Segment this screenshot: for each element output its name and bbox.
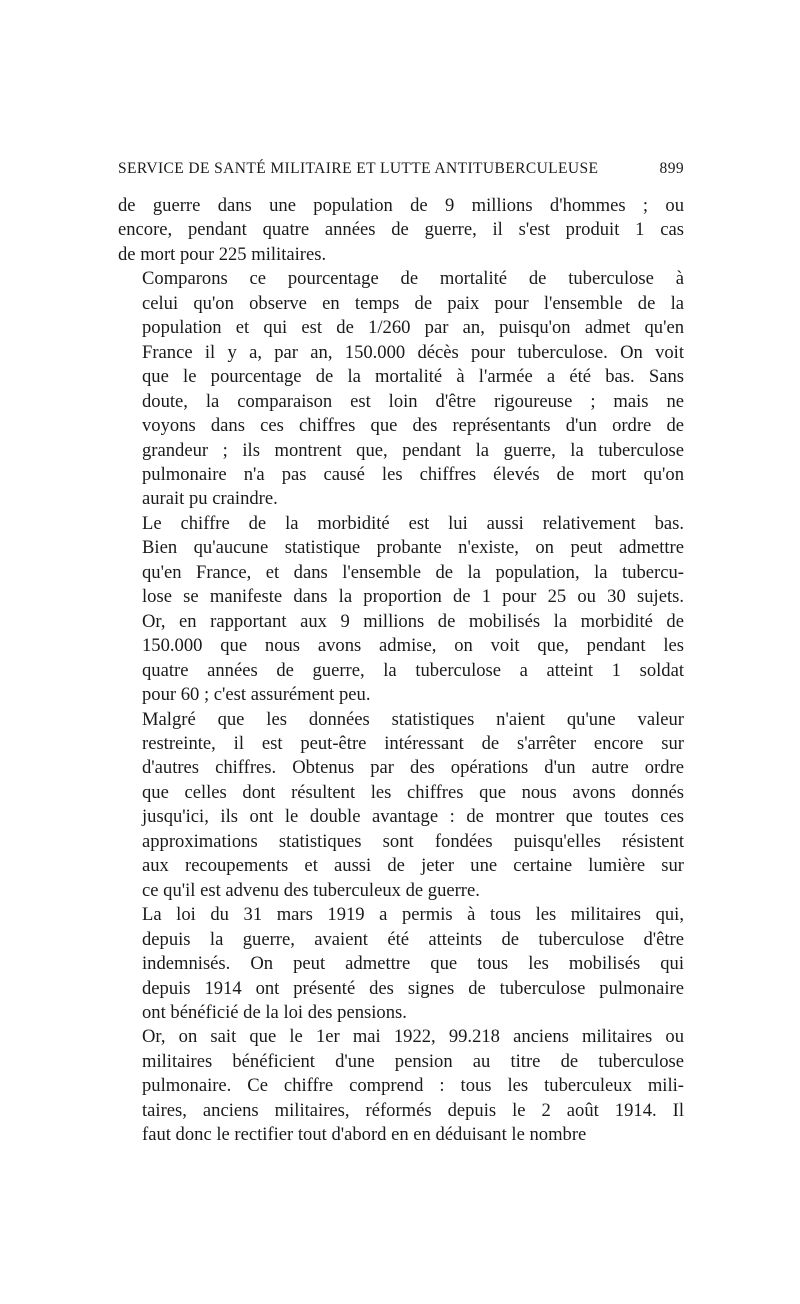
text-line: de mort pour 225 militaires. <box>118 243 327 265</box>
text-line: faut donc le rectifier tout d'abord en en déduisant le nombre <box>142 1124 587 1146</box>
text-line: indemnisés. On peut admettre que tous les mobilisés qui <box>142 953 684 975</box>
paragraph-statistics <box>118 708 684 904</box>
text-line: depuis 1914 ont présenté des signes de tuberculose pulmonaire <box>142 977 684 999</box>
text-line: doute, la comparaison est loin d'être rigoureuse ; mais ne <box>142 390 684 412</box>
text-line: pulmonaire n'a pas causé les chiffres élevés de mort qu'on <box>142 463 684 485</box>
text-line: aurait pu craindre. <box>142 488 278 510</box>
text-line: ce qu'il est advenu des tuberculeux de guerre. <box>142 879 480 901</box>
body-text <box>118 194 684 1148</box>
text-line: celui qu'on observe en temps de paix pour l'ensemble de la <box>142 292 684 314</box>
text-line: pulmonaire. Ce chiffre comprend : tous les tuberculeux mili- <box>142 1075 684 1097</box>
text-line: France il y a, par an, 150.000 décès pour tuberculose. On voit <box>142 341 684 363</box>
text-line: jusqu'ici, ils ont le double avantage : de montrer que toutes ces <box>142 806 684 828</box>
text-line: de guerre dans une population de 9 millions d'hommes ; ou <box>118 195 684 216</box>
text-line: Malgré que les données statistiques n'aient qu'une valeur <box>142 708 684 730</box>
text-line: 150.000 que nous avons admise, on voit que, pendant les <box>142 635 684 657</box>
text-line: encore, pendant quatre années de guerre, il s'est produit 1 cas <box>118 219 684 241</box>
text-line: population et qui est de 1/260 par an, puisqu'on admet qu'en <box>142 317 684 339</box>
text-line: Or, en rapportant aux 9 millions de mobilisés la morbidité de <box>142 610 684 632</box>
text-line: voyons dans ces chiffres que des représentants d'un ordre de <box>142 415 684 437</box>
text-line: que le pourcentage de la mortalité à l'armée a été bas. Sans <box>142 366 684 388</box>
text-line: depuis la guerre, avaient été atteints de tuberculose d'être <box>142 928 684 950</box>
text-line: que celles dont résultent les chiffres que nous avons donnés <box>142 781 684 803</box>
page-number: 899 <box>659 160 684 177</box>
text-line: restreinte, il est peut-être intéressant de s'arrêter encore sur <box>142 732 684 754</box>
text-line: grandeur ; ils montrent que, pendant la guerre, la tuberculose <box>142 439 684 461</box>
running-head <box>118 160 684 178</box>
text-line: taires, anciens militaires, réformés depuis le 2 août 1914. Il <box>142 1099 684 1121</box>
text-line: quatre années de guerre, la tuberculose a atteint 1 soldat <box>142 659 684 681</box>
paragraph-morbidity <box>118 512 684 708</box>
text-line: Comparons ce pourcentage de mortalité de tuberculose à <box>142 268 684 290</box>
text-line: La loi du 31 mars 1919 a permis à tous les militaires qui, <box>142 904 684 926</box>
book-page <box>118 160 684 1148</box>
running-head-title: SERVICE DE SANTÉ MILITAIRE ET LUTTE ANTITUBERCULEUSE <box>118 160 599 177</box>
paragraph-pensions-1922 <box>118 1025 684 1147</box>
text-line: aux recoupements et aussi de jeter une certaine lumière sur <box>142 855 684 877</box>
text-line: Bien qu'aucune statistique probante n'existe, on peut admettre <box>142 537 684 559</box>
text-line: Le chiffre de la morbidité est lui aussi relativement bas. <box>142 512 684 534</box>
text-line: qu'en France, et dans l'ensemble de la population, la tubercu- <box>142 561 684 583</box>
paragraph-continued <box>118 194 684 267</box>
paragraph-mortality-comparison <box>118 267 684 512</box>
text-line: lose se manifeste dans la proportion de 1 pour 25 ou 30 sujets. <box>142 586 684 608</box>
paragraph-law-1919 <box>118 903 684 1025</box>
text-line: d'autres chiffres. Obtenus par des opérations d'un autre ordre <box>142 757 684 779</box>
text-line: Or, on sait que le 1er mai 1922, 99.218 anciens militaires ou <box>142 1026 684 1048</box>
text-line: approximations statistiques sont fondées puisqu'elles résistent <box>142 830 684 852</box>
text-line: pour 60 ; c'est assurément peu. <box>142 684 371 706</box>
text-line: militaires bénéficient d'une pension au titre de tuberculose <box>142 1050 684 1072</box>
text-line: ont bénéficié de la loi des pensions. <box>142 1001 407 1023</box>
